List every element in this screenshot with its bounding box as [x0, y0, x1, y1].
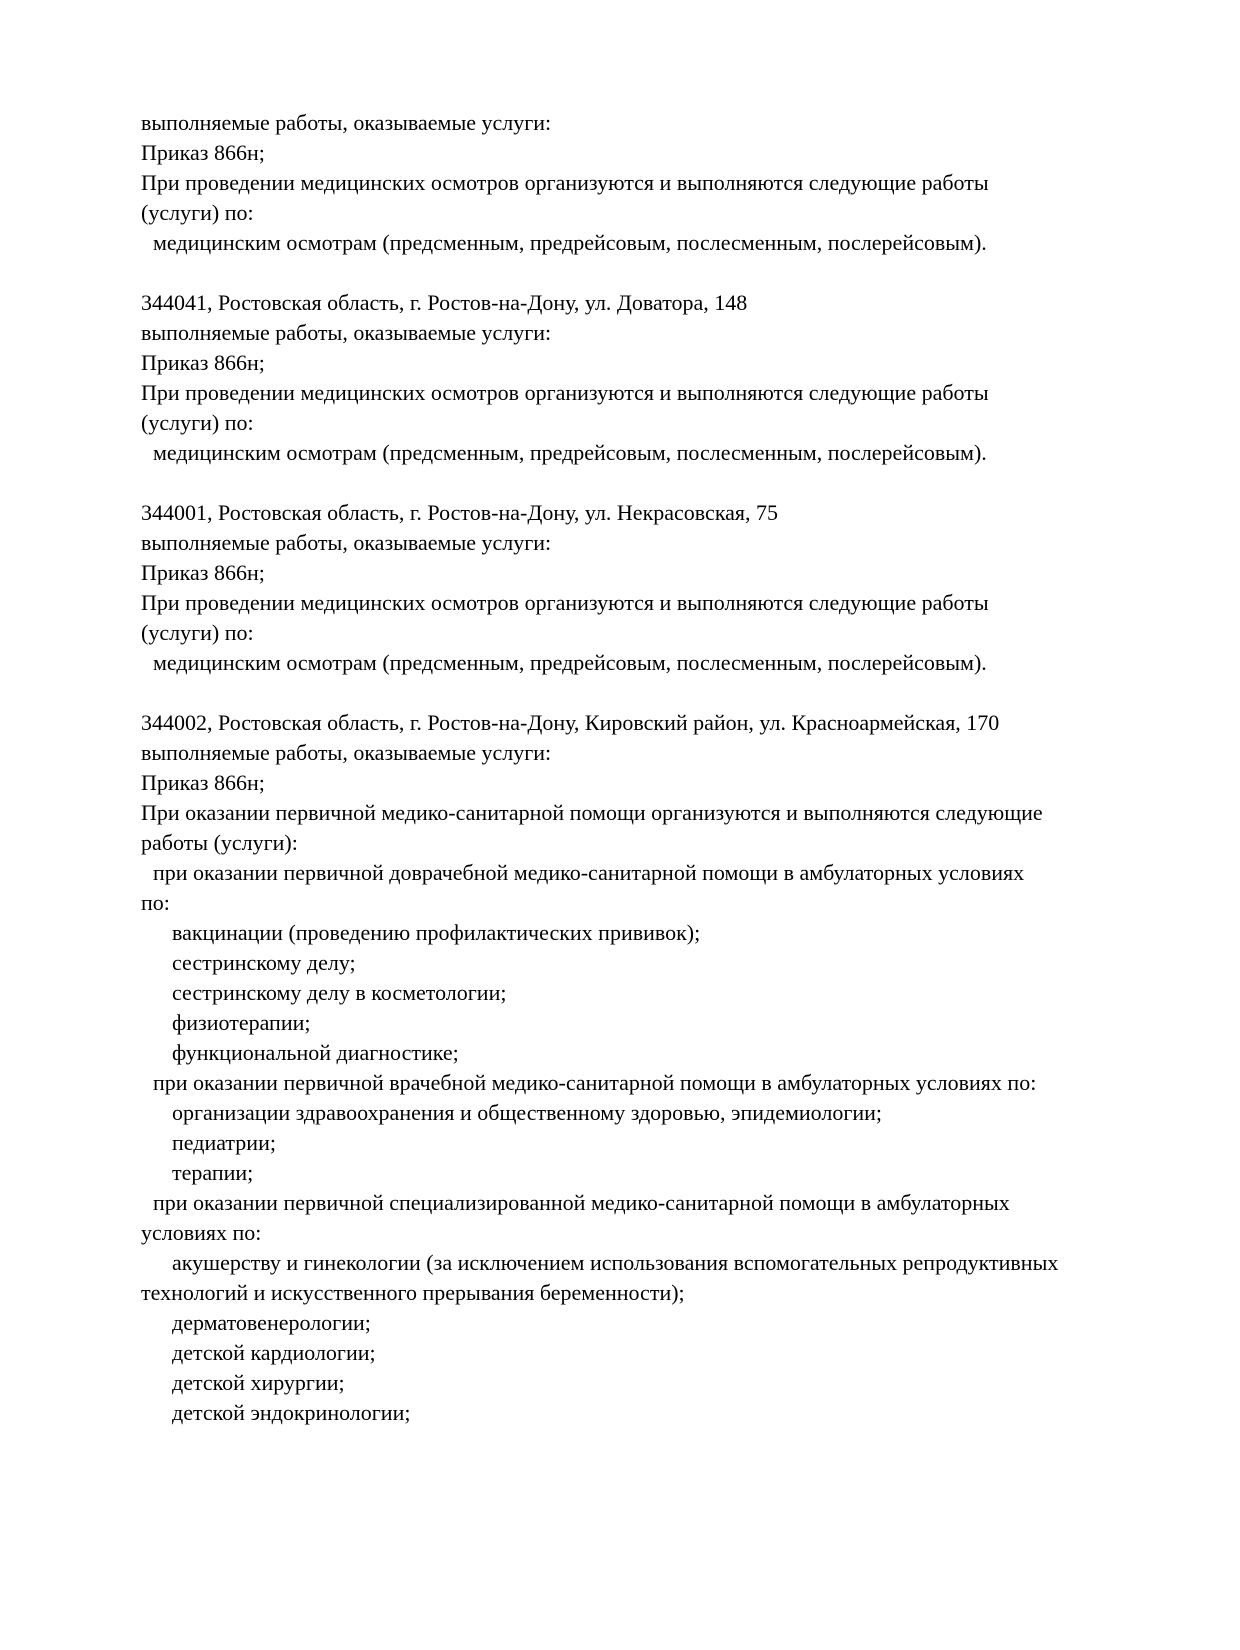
works-description-line: При оказании первичной медико-санитарной помощи организуются и выполняются следующие: [141, 800, 1043, 825]
works-services-label: выполняемые работы, оказываемые услуги:: [141, 110, 552, 135]
address-line: 344041, Ростовская область, г. Ростов-на-Дону, ул. Доватора, 148: [141, 290, 748, 315]
order-reference: Приказ 866н;: [141, 140, 265, 165]
service-item: дерматовенерологии;: [172, 1310, 371, 1335]
care-category-line: при оказании первичной специализированной медико-санитарной помощи в амбулаторных: [153, 1190, 1010, 1215]
service-item: медицинским осмотрам (предсменным, предрейсовым, послесменным, послерейсовым).: [153, 230, 987, 255]
care-category-line: по:: [141, 890, 170, 915]
service-item: детской эндокринологии;: [172, 1400, 411, 1425]
care-category-line: при оказании первичной доврачебной медико-санитарной помощи в амбулаторных условиях: [153, 860, 1025, 885]
works-description-line: При проведении медицинских осмотров организуются и выполняются следующие работы: [141, 380, 989, 405]
care-category-line: при оказании первичной врачебной медико-санитарной помощи в амбулаторных условиях по:: [153, 1070, 1037, 1095]
service-item: медицинским осмотрам (предсменным, предрейсовым, послесменным, послерейсовым).: [153, 650, 987, 675]
works-description-line: (услуги) по:: [141, 620, 254, 645]
service-item: сестринскому делу;: [172, 950, 356, 975]
order-reference: Приказ 866н;: [141, 560, 265, 585]
service-item: детской хирургии;: [172, 1370, 345, 1395]
order-reference: Приказ 866н;: [141, 350, 265, 375]
license-entry-nekrasovskaya-75: [141, 498, 1182, 678]
works-description-line: (услуги) по:: [141, 410, 254, 435]
service-item: терапии;: [172, 1160, 254, 1185]
service-item: организации здравоохранения и общественному здоровью, эпидемиологии;: [172, 1100, 883, 1125]
works-description-line: (услуги) по:: [141, 200, 254, 225]
license-entry-dovatora-148: [141, 288, 1182, 468]
license-entry-krasnoarmeyskaya-170: [141, 708, 1182, 1428]
works-services-label: выполняемые работы, оказываемые услуги:: [141, 530, 552, 555]
works-services-label: выполняемые работы, оказываемые услуги:: [141, 320, 552, 345]
service-item: физиотерапии;: [172, 1010, 311, 1035]
works-description-line: работы (услуги):: [141, 830, 298, 855]
service-item: сестринскому делу в косметологии;: [172, 980, 507, 1005]
works-description-line: При проведении медицинских осмотров организуются и выполняются следующие работы: [141, 170, 989, 195]
care-category-line: условиях по:: [141, 1220, 262, 1245]
address-line: 344002, Ростовская область, г. Ростов-на-Дону, Кировский район, ул. Красноармейская, 170: [141, 710, 1000, 735]
works-services-label: выполняемые работы, оказываемые услуги:: [141, 740, 552, 765]
service-item: детской кардиологии;: [172, 1340, 376, 1365]
service-item: медицинским осмотрам (предсменным, предрейсовым, послесменным, послерейсовым).: [153, 440, 987, 465]
address-line: 344001, Ростовская область, г. Ростов-на-Дону, ул. Некрасовская, 75: [141, 500, 779, 525]
works-description-line: При проведении медицинских осмотров организуются и выполняются следующие работы: [141, 590, 989, 615]
service-item: педиатрии;: [172, 1130, 276, 1155]
service-item: акушерству и гинекологии (за исключением использования вспомогательных репродуктивных: [172, 1250, 1059, 1275]
service-item: вакцинации (проведению профилактических прививок);: [172, 920, 701, 945]
service-item-wrap: технологий и искусственного прерывания беременности);: [141, 1280, 685, 1305]
service-item: функциональной диагностике;: [172, 1040, 459, 1065]
license-entry-continuation: [141, 108, 1182, 258]
order-reference: Приказ 866н;: [141, 770, 265, 795]
